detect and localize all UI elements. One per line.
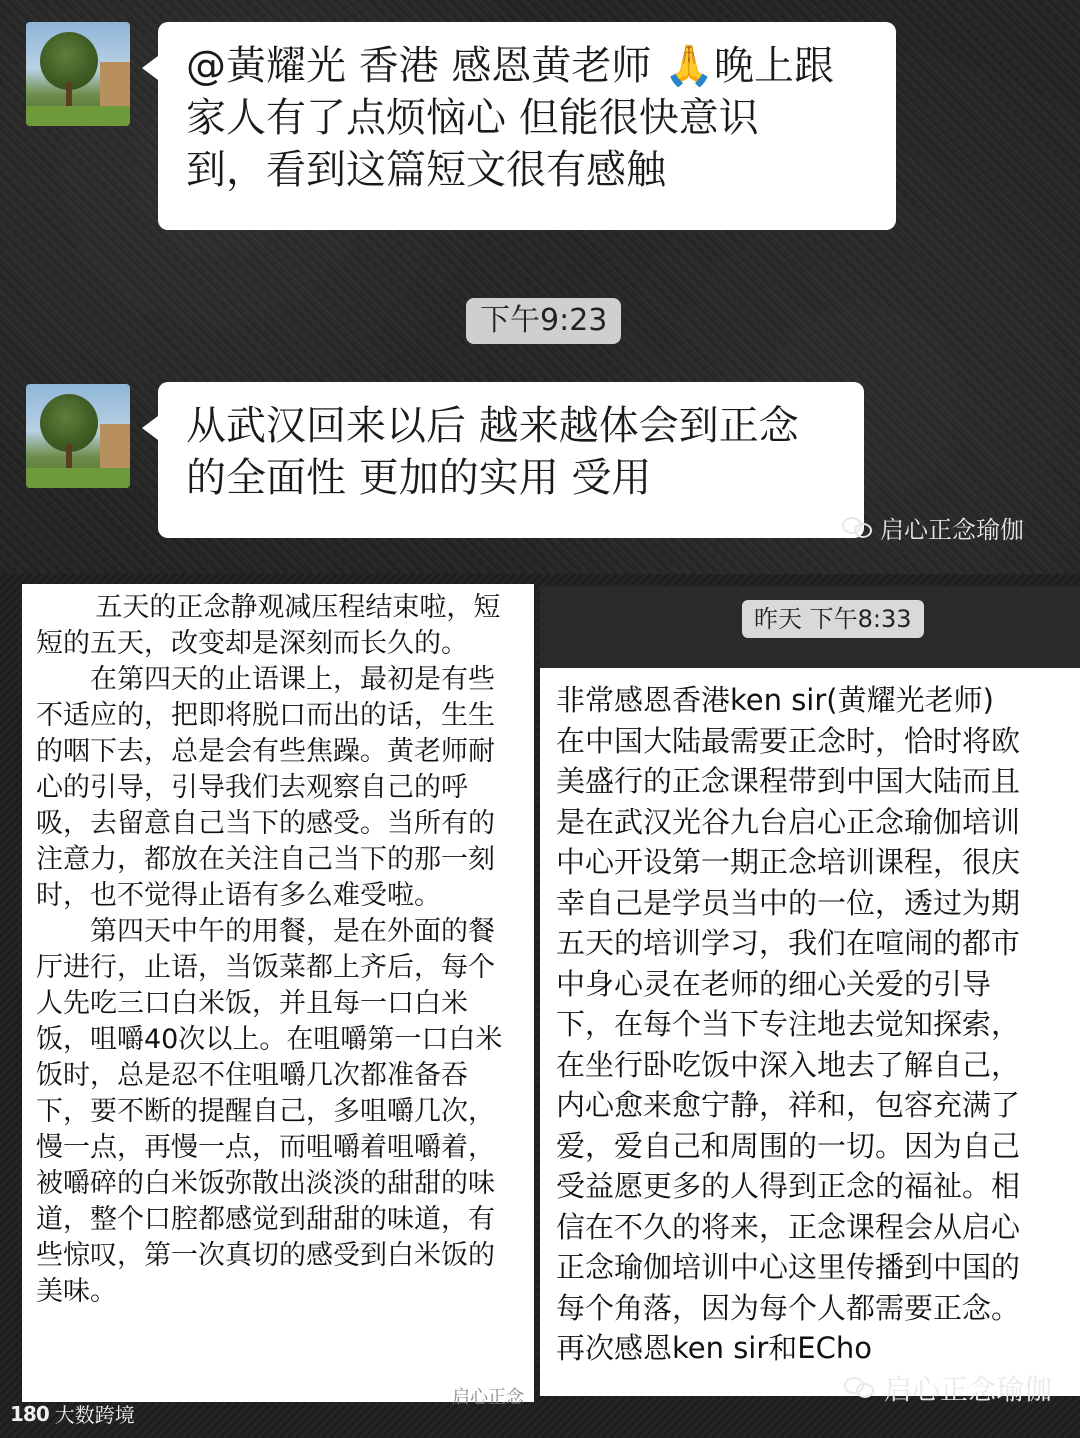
watermark-text: 启心正念瑜伽 (883, 1373, 1052, 1406)
timestamp-badge: 昨天 下午8:33 (742, 600, 924, 638)
avatar[interactable] (26, 22, 130, 126)
message-line: 五天的培训学习，我们在喧闹的都市 (556, 926, 1021, 960)
note-paragraph: 在第四天的止语课上，最初是有些不适应的，把即将脱口而出的话，生生的咽下去，总是会有些焦躁。黄老师耐心的引导，引导我们去观察自己的呼吸，去留意自己当下的感受。当所有的注意力，都放在关注自己当下的那一刻时，也不觉得止语有多么难受啦。 (36, 664, 495, 911)
message-line: 美盛行的正念课程带到中国大陆而且 (556, 764, 1021, 798)
message-line: 内心愈来愈宁静，祥和，包容充满了 (556, 1088, 1021, 1122)
source-text: 大数跨境 (54, 1403, 135, 1427)
wechat-icon (842, 517, 874, 539)
message-bubble-long[interactable] (540, 668, 1080, 1396)
message-line: 信在不久的将来，正念课程会从启心 (556, 1209, 1021, 1244)
message-line: 中心开设第一期正念培训课程，很庆 (556, 845, 1021, 879)
brand-logo: 180 (10, 1401, 49, 1426)
message-line: 受益愿更多的人得到正念的福祉。相 (556, 1169, 1021, 1203)
message-line: 爱，爱自己和周围的一切。因为自己 (556, 1128, 1021, 1163)
message-line: 从武汉回来以后 越来越体会到正念 (186, 403, 799, 449)
watermark (844, 1368, 1052, 1408)
watermark (842, 510, 1024, 545)
message-line: @黃耀光 香港 感恩黄老师 🙏晚上跟 (186, 43, 834, 89)
message-line: 再次感恩ken sir和ECho (556, 1331, 872, 1365)
note-watermark: 启心正念 (452, 1387, 524, 1408)
note-screenshot (22, 584, 534, 1408)
message-line: 在中国大陆最需要正念时，恰时将欧 (556, 723, 1021, 758)
message-line: 到，看到这篇短文很有感触 (186, 147, 666, 193)
note-paragraph: 五天的正念静观减压程结束啦，短短的五天，改变却是深刻而长久的。 (36, 592, 501, 659)
message-line: 家人有了点烦恼心 但能很快意识 (186, 95, 759, 141)
watermark-text: 启心正念瑜伽 (880, 516, 1024, 544)
message-line: 正念瑜伽培训中心这里传播到中国的 (556, 1250, 1021, 1284)
timestamp-badge: 下午9:23 (466, 298, 621, 344)
message-line: 是在武汉光谷九台启心正念瑜伽培训 (556, 804, 1021, 839)
message-line: 中身心灵在老师的细心关爱的引导 (556, 966, 992, 1001)
message-line: 非常感恩香港ken sir(黄耀光老师) (556, 683, 994, 717)
message-line: 幸自己是学员当中的一位，透过为期 (556, 885, 1021, 920)
avatar[interactable] (26, 384, 130, 488)
message-line: 每个角落，因为每个人都需要正念。 (556, 1290, 1021, 1325)
message-bubble-2[interactable] (158, 382, 864, 538)
wechat-icon (844, 1377, 876, 1399)
message-line: 的全面性 更加的实用 受用 (186, 455, 652, 501)
chat-screenshot-top (0, 0, 1080, 574)
source-watermark (10, 1399, 135, 1428)
note-paragraph: 第四天中午的用餐，是在外面的餐厅进行，止语，当饭菜都上齐后，每个人先吃三口白米饭，并且每一口白米饭，咀嚼40次以上。在咀嚼第一口白米饭时，总是忍不住咀嚼几次都准备吞下，要不断的提醒自己，多咀嚼几次，慢一点，再慢一点，而咀嚼着咀嚼着，被嚼碎的白米饭弥散出淡淡的甜甜的味道，整个口腔都感觉到甜甜的味道，有些惊叹，第一次真切的感受到白米饭的美味。 (36, 916, 503, 1307)
message-line: 在坐行卧吃饭中深入地去了解自己， (556, 1047, 1021, 1082)
message-line: 下，在每个当下专注地去觉知探索， (556, 1007, 1021, 1041)
message-bubble-1[interactable] (158, 22, 896, 230)
